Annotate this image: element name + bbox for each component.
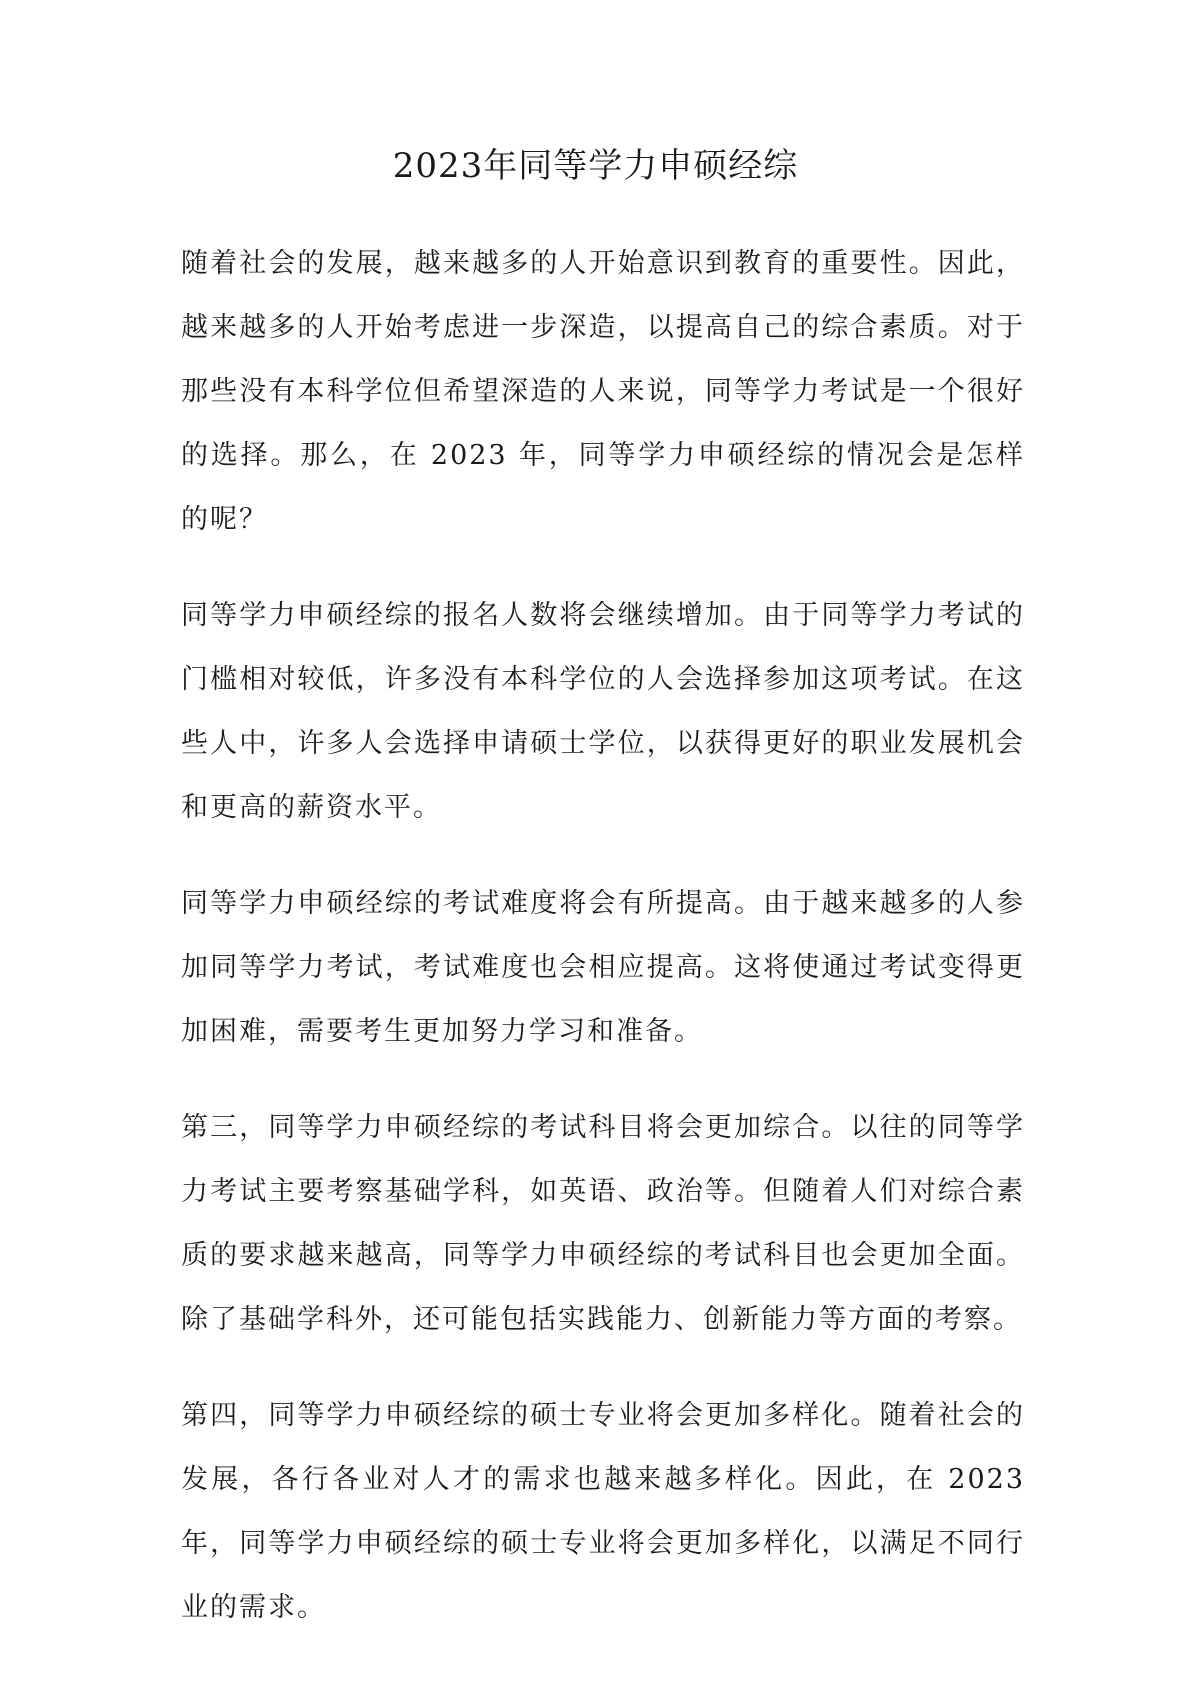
paragraph-subjects: 第三，同等学力申硕经综的考试科目将会更加综合。以往的同等学力考试主要考察基础学科，如英语、政治等。但随着人们对综合素质的要求越来越高，同等学力申硕经综的考试科目也会更加全面。除了基础学科外，还可能包括实践能力、创新能力等方面的考察。 <box>181 1112 1025 1335</box>
paragraph-intro: 随着社会的发展，越来越多的人开始意识到教育的重要性。因此，越来越多的人开始考虑进一步深造，以提高自己的综合素质。对于那些没有本科学位但希望深造的人来说，同等学力考试是一个很好的选择。那么，在 2023 年，同等学力申硕经综的情况会是怎样的呢？ <box>181 248 1025 535</box>
paragraph-majors: 第四，同等学力申硕经综的硕士专业将会更加多样化。随着社会的发展，各行各业对人才的需求也越来越多样化。因此，在 2023 年，同等学力申硕经综的硕士专业将会更加多样化，以满足不同行业的需求。 <box>181 1400 1025 1623</box>
paragraph-difficulty: 同等学力申硕经综的考试难度将会有所提高。由于越来越多的人参加同等学力考试，考试难度也会相应提高。这将使通过考试变得更加困难，需要考生更加努力学习和准备。 <box>181 888 1025 1047</box>
document-title: 2023年同等学力申硕经综 <box>392 146 799 186</box>
document-body <box>181 232 1025 1672</box>
paragraph-enrollment: 同等学力申硕经综的报名人数将会继续增加。由于同等学力考试的门槛相对较低，许多没有本科学位的人会选择参加这项考试。在这些人中，许多人会选择申请硕士学位，以获得更好的职业发展机会和更高的薪资水平。 <box>181 600 1025 823</box>
